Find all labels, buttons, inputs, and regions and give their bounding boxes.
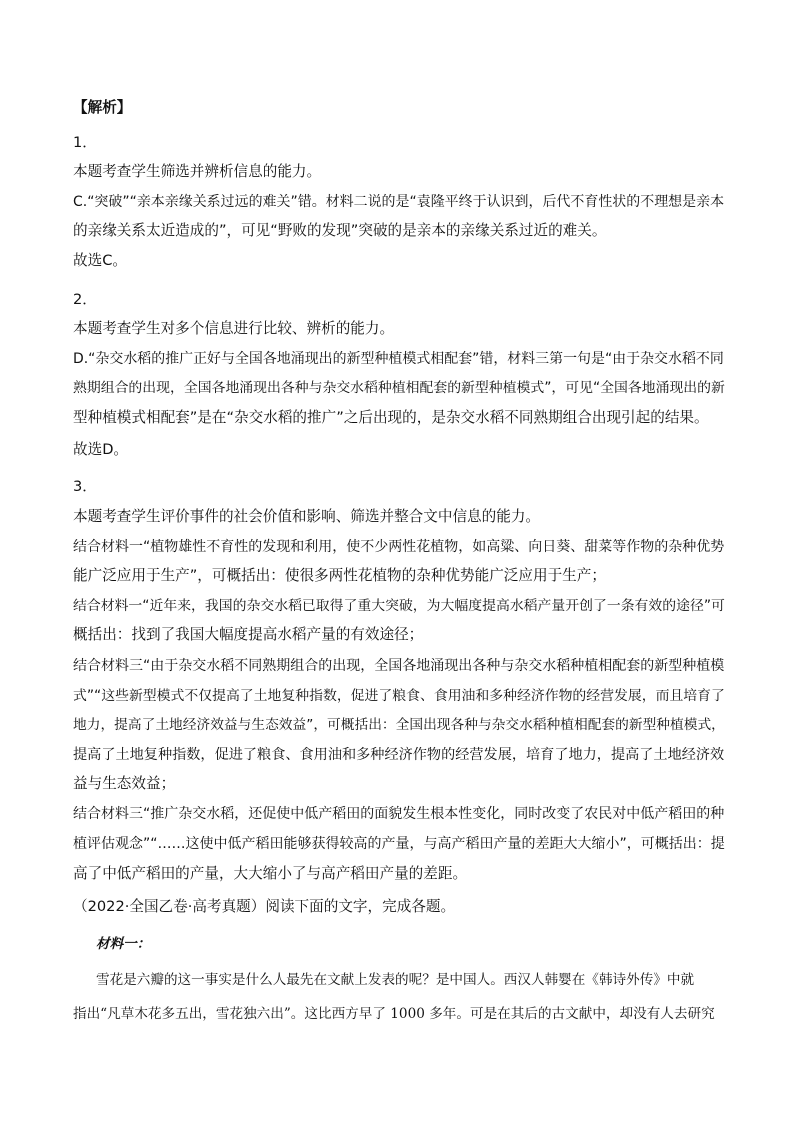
question-3-line: 益与生态效益； <box>73 775 176 792</box>
question-2-line: D.“杂交水稻的推广正好与全国各地涌现出的新型种植模式相配套”错，材料三第一句是“由于杂交水稻不同 <box>73 351 724 367</box>
question-3-line: 概括出：找到了我国大幅度提高水稻产量的有效途径； <box>73 626 424 643</box>
question-3-number: 3． <box>73 478 97 495</box>
question-2-line: 型种植模式相配套”是在“杂交水稻的推广”之后出现的，是杂交水稻不同熟期组合出现引起的结果。 <box>73 409 709 426</box>
question-2-number: 2． <box>73 291 97 308</box>
question-3-line: 提高了土地复种指数，促进了粮食、食用油和多种经济作物的经营发展，培育了地力，提高了土地经济效 <box>73 747 725 763</box>
material-line: 指出“凡草木花多五出，雪花独六出”。这比西方早了 1000 多年。可是在其后的古文献中，却没有人去研究 <box>73 1006 715 1022</box>
exam-intro: （2022·全国乙卷·高考真题）阅读下面的文字，完成各题。 <box>73 898 456 915</box>
question-3-line: 式”“这些新型模式不仅提高了土地复种指数，促进了粮食、食用油和多种经济作物的经营发展，而且培育了 <box>73 688 725 704</box>
question-3-line: 能广泛应用于生产”，可概括出：使很多两性花植物的杂种优势能广泛应用于生产； <box>73 567 606 584</box>
question-3-line: 结合材料三“由于杂交水稻不同熟期组合的出现，全国各地涌现出各种与杂交水稻种植相配套的新型种植模 <box>73 658 725 674</box>
question-2-answer: 故选D。 <box>73 441 129 458</box>
material-label: 材料一： <box>96 936 151 952</box>
question-2-line: 熟期组合的出现，全国各地涌现出各种与杂交水稻种植相配套的新型种植模式”，可见“全国各地涌现出的新 <box>73 380 725 396</box>
question-1-line: C.“突破”“亲本亲缘关系过远的难关”错。材料二说的是“袁隆平终于认识到，后代不育性状的不理想是亲本 <box>73 194 725 210</box>
question-3-line: 结合材料三“推广杂交水稻，还促使中低产稻田的面貌发生根本性变化，同时改变了农民对中低产稻田的种 <box>73 806 725 822</box>
question-3-line: 地力，提高了土地经济效益与生态效益”，可概括出：全国出现各种与杂交水稻种植相配套的新型种植模式， <box>73 717 725 733</box>
question-1-line: 本题考查学生筛选并辨析信息的能力。 <box>73 163 322 180</box>
question-2-line: 本题考查学生对多个信息进行比较、辨析的能力。 <box>73 320 395 337</box>
question-1-answer: 故选C。 <box>73 252 127 269</box>
question-3-line: 结合材料一“近年来，我国的杂交水稻已取得了重大突破，为大幅度提高水稻产量开创了一条有效的途径”可 <box>73 598 725 614</box>
question-3-line: 植评估观念”“……这使中低产稻田能够获得较高的产量，与高产稻田产量的差距大大缩小”，可概括出：提 <box>73 836 725 852</box>
question-3-line: 本题考查学生评价事件的社会价值和影响、筛选并整合文中信息的能力。 <box>73 508 541 525</box>
question-3-line: 结合材料一“植物雄性不育性的发现和利用，使不少两性花植物，如高粱、向日葵、甜菜等作物的杂种优势 <box>73 539 725 555</box>
question-1-line: 的亲缘关系太近造成的”，可见“野败的发现”突破的是亲本的亲缘关系过近的难关。 <box>73 222 607 239</box>
analysis-heading: 【解析】 <box>73 99 132 116</box>
material-line: 雪花是六瓣的这一事实是什么人最先在文献上发表的呢？是中国人。西汉人韩婴在《韩诗外传》中就 <box>96 972 695 988</box>
question-1-number: 1． <box>73 134 97 151</box>
question-3-line: 高了中低产稻田的产量，大大缩小了与高产稻田产量的差距。 <box>73 865 468 882</box>
